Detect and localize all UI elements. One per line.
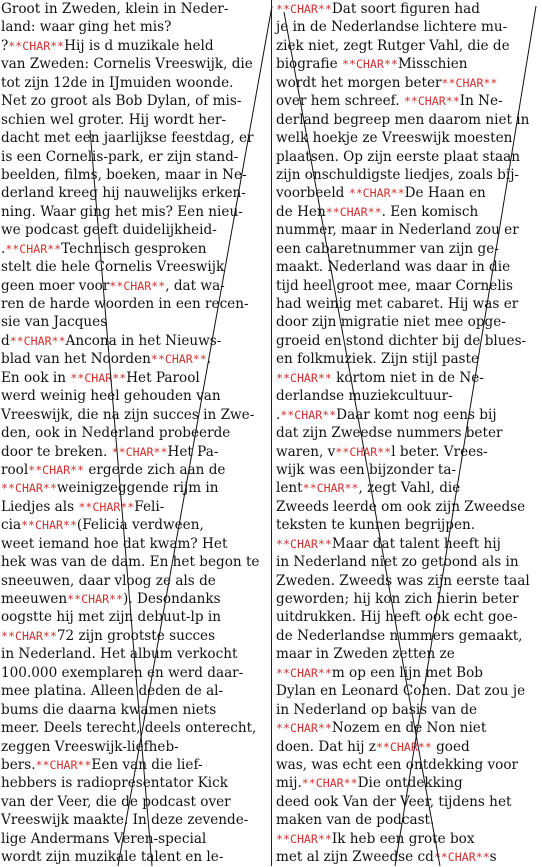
text-run: deed ook Van der Veer, tijdens het <box>276 793 512 810</box>
text-run: hebbers is radiopresentator Kick <box>1 775 228 792</box>
char-marker: **CHAR** <box>375 739 432 754</box>
text-run: (Felicia verdween, <box>76 517 204 534</box>
text-run: mij. <box>276 775 302 792</box>
text-run: En ook in <box>1 369 71 386</box>
text-run: sneeuwen, daar vloog ze als de <box>1 572 216 589</box>
char-marker: **CHAR** <box>302 481 359 496</box>
text-run: ergerde zich aan de <box>84 461 226 478</box>
text-run: was, was echt een ontdekking voor <box>276 756 519 773</box>
char-marker: **CHAR** <box>341 57 398 72</box>
text-run: en folkmuziek. Zijn stijl paste <box>276 351 480 368</box>
text-run: rool <box>1 461 29 478</box>
text-run: meer. Deels terecht, deels onterecht, <box>1 720 257 737</box>
text-run: m op een lijn met Bob <box>331 664 484 681</box>
char-marker: **CHAR** <box>111 444 168 459</box>
text-run: mee platina. Alleen deden de al- <box>1 683 224 700</box>
text-run: Ancona in het Nieuws- <box>65 332 222 349</box>
text-run: ? <box>1 37 9 54</box>
text-run: Dat soort figuren had <box>331 1 480 17</box>
text-run: sie van Jacques <box>1 314 108 331</box>
char-marker: **CHAR** <box>276 665 332 680</box>
text-run: groeid en stond dichter bij de blues- <box>276 332 527 349</box>
text-run: geen moer voor <box>1 277 110 294</box>
text-run: nummer, maar in Nederland zou er <box>276 222 519 239</box>
text-run: we podcast geeft duidelijkheid- <box>1 222 217 239</box>
char-marker: **CHAR** <box>1 481 57 496</box>
text-run: teksten te kunnen begrijpen. <box>276 517 476 534</box>
char-marker: **CHAR** <box>78 499 135 514</box>
text-run: is een Cornelis-park, er zijn stand- <box>1 148 239 165</box>
text-run: In Ne- <box>459 93 503 110</box>
char-marker: **CHAR** <box>348 186 405 201</box>
text-run: , zegt Vahl, die <box>358 480 461 497</box>
char-marker: **CHAR** <box>276 2 332 16</box>
text-run: bums die daarna kwamen niets <box>1 701 217 718</box>
text-run: in Nederland op basis van de <box>276 701 478 718</box>
text-run: dat zijn Zweedse nummers beter <box>276 425 503 442</box>
text-run: Groot in Zweden, klein in Neder- <box>1 1 229 17</box>
text-run: door te breken. <box>1 443 112 460</box>
text-run: derland begreep men daarom niet in <box>276 111 530 128</box>
char-marker: **CHAR** <box>109 278 166 293</box>
text-run: . <box>1 240 6 257</box>
text-run: van der Veer, die de podcast over <box>1 793 231 810</box>
char-marker: **CHAR** <box>301 776 358 791</box>
text-run: maakt. Nederland was daar in die <box>276 259 511 276</box>
text-run: s <box>489 849 497 866</box>
char-marker: **CHAR** <box>8 38 65 53</box>
char-marker: **CHAR** <box>335 444 392 459</box>
text-run: doen. Dat hij z <box>276 738 376 755</box>
text-run: meeuwen <box>1 591 68 607</box>
text-run: 100.000 exemplaren en werd daar- <box>1 664 244 681</box>
text-run: Dylan en Leonard Cohen. Dat zou je <box>276 683 526 700</box>
char-marker: **CHAR** <box>403 94 460 109</box>
text-run: waren, v <box>276 443 336 460</box>
text-run: . <box>206 351 212 368</box>
char-marker: **CHAR** <box>9 333 66 348</box>
char-marker: **CHAR** <box>276 831 332 846</box>
strike-line <box>395 6 536 866</box>
text-run: weinigzeggende rijm in <box>56 480 219 497</box>
text-run: welk hoekje ze Vreeswijk moesten <box>276 130 513 147</box>
char-marker: **CHAR** <box>276 721 332 736</box>
text-run: tijd heel groot mee, maar Cornelis <box>276 277 514 294</box>
text-run: Die ontdekking <box>357 775 463 792</box>
text-run: ). Desondanks <box>123 591 221 607</box>
text-run: De Haan en <box>404 185 486 202</box>
text-run: ning. Waar ging het mis? Een nieu- <box>1 203 243 220</box>
text-run: blad van het Noorden <box>1 351 151 368</box>
char-marker: **CHAR** <box>280 407 337 422</box>
text-run: Maar dat talent heeft hij <box>331 535 501 552</box>
text-run: een cabaretnummer van zijn ge- <box>276 240 499 257</box>
text-run: Vreeswijk maakte. In deze zevende- <box>1 812 249 829</box>
text-run: land: waar ging het mis? <box>1 19 172 36</box>
text-run: lent <box>276 480 303 497</box>
text-run: zeggen Vreeswijk-liefheb- <box>1 738 179 755</box>
text-run: Misschien <box>397 56 468 73</box>
char-marker: **CHAR** <box>28 462 85 477</box>
char-marker: **CHAR** <box>325 204 382 219</box>
strike-line <box>118 6 272 866</box>
text-run: Nozem en de Non niet <box>331 720 487 737</box>
text-run: maar in Zweden zetten ze <box>276 646 455 663</box>
text-run: ren de harde woorden in een recen- <box>1 296 249 312</box>
text-run: Liedjes als <box>1 498 79 515</box>
text-run: had weinig met cabaret. Hij was er <box>276 296 519 312</box>
text-run: over hem schreef. <box>276 93 404 110</box>
text-run: l beter. Vrees- <box>391 443 488 460</box>
text-run: biografie <box>276 56 342 73</box>
char-marker: **CHAR** <box>433 850 490 865</box>
text-run: derlandse muziekcultuur- <box>276 388 453 405</box>
text-run: Daar komt nog eens bij <box>336 406 497 423</box>
text-run: 72 zijn grootste succes <box>56 627 216 644</box>
text-run: . Een komisch <box>381 203 479 220</box>
text-run: . <box>276 406 281 423</box>
text-run: stelt die hele Cornelis Vreeswijk <box>1 259 225 276</box>
text-run: ziek niet, zegt Rutger Vahl, die de <box>276 37 510 54</box>
text-run: Het Parool <box>126 369 200 386</box>
text-run: geworden; hij kon zich hierin beter <box>276 591 519 607</box>
text-run: Zweden. Zweeds was zijn eerste taal <box>276 572 530 589</box>
char-marker: **CHAR** <box>150 352 207 367</box>
text-run: d <box>1 332 10 349</box>
text-run: Hij is d muzikale held <box>64 37 214 54</box>
text-run: goed <box>431 738 470 755</box>
text-run: je in de Nederlandse lichtere mu- <box>276 19 508 36</box>
text-run: lige Andermans Veren-special <box>1 830 207 847</box>
text-run: in Nederland niet zo getoond als in <box>276 554 519 571</box>
text-run: , dat wa- <box>165 277 225 294</box>
char-marker: **CHAR** <box>276 536 332 551</box>
char-marker: **CHAR** <box>70 370 127 385</box>
char-marker: **CHAR** <box>441 75 498 90</box>
char-marker: **CHAR** <box>35 757 92 772</box>
text-run: cia <box>1 517 22 534</box>
text-run: Een van die lief- <box>91 756 203 773</box>
text-run: tot zijn 12de in IJmuiden woonde. <box>1 74 234 91</box>
text-run: voorbeeld <box>276 185 349 202</box>
text-run: weet iemand hoe dat kwam? Het <box>1 535 228 552</box>
text-run: beelden, films, boeken, maar in Ne- <box>1 166 247 183</box>
text-run: Ik heb een grote box <box>331 830 475 847</box>
char-marker: **CHAR** <box>21 518 77 533</box>
text-run: Net zo groot als Bob Dylan, of mis- <box>1 93 242 110</box>
text-run: de Nederlandse nummers gemaakt, <box>276 627 523 644</box>
text-run: Feli- <box>134 498 165 515</box>
text-run: wordt zijn muzikale talent en le- <box>1 849 224 866</box>
strike-line <box>284 12 440 866</box>
text-run: Het Pa- <box>167 443 219 460</box>
text-run: uitdrukken. Hij heeft ook echt goe- <box>276 609 518 626</box>
text-run: Zweeds leerde om ook zijn Zweedse <box>276 498 526 515</box>
text-run: zijn onschuldigste liedjes, zoals bij- <box>276 166 520 183</box>
text-run: kortom niet in de Ne- <box>331 369 484 386</box>
text-run: met al zijn Zweedse cd <box>276 849 434 866</box>
text-run: Vreeswijk, die na zijn succes in Zwe- <box>1 406 255 423</box>
char-marker: **CHAR** <box>276 370 332 385</box>
text-run: derland kreeg hij nauwelijks erken- <box>1 185 246 202</box>
text-run: bers. <box>1 756 36 773</box>
text-run: oogstte hij met zijn debuut-lp in <box>1 609 221 626</box>
text-run: Technisch gesproken <box>61 240 207 257</box>
text-run: werd weinig heel gehouden van <box>1 388 221 405</box>
text-run: de Hen <box>276 203 326 220</box>
text-run: door zijn migratie niet mee opge- <box>276 314 506 331</box>
char-marker: **CHAR** <box>67 592 124 606</box>
char-marker: **CHAR** <box>5 241 62 256</box>
text-run: plaatsen. Op zijn eerste plaat staan <box>276 148 520 165</box>
text-run: in Nederland. Het album verkocht <box>1 646 238 663</box>
text-run: maken van de podcast. <box>276 812 435 829</box>
text-run: van Zweden: Cornelis Vreeswijk, die <box>1 56 253 73</box>
text-run: dacht met een jaarlijkse feestdag, er <box>1 130 254 147</box>
text-run: hek was van de dam. En het begon te <box>1 554 260 571</box>
text-run: schien wel groter. Hij wordt her- <box>1 111 227 128</box>
text-run: den, ook in Nederland probeerde <box>1 425 231 442</box>
char-marker: **CHAR** <box>1 628 57 643</box>
strike-line <box>90 130 152 866</box>
text-run: wordt het morgen beter <box>276 74 442 91</box>
text-run: wijk was een bijzonder ta- <box>276 461 457 478</box>
